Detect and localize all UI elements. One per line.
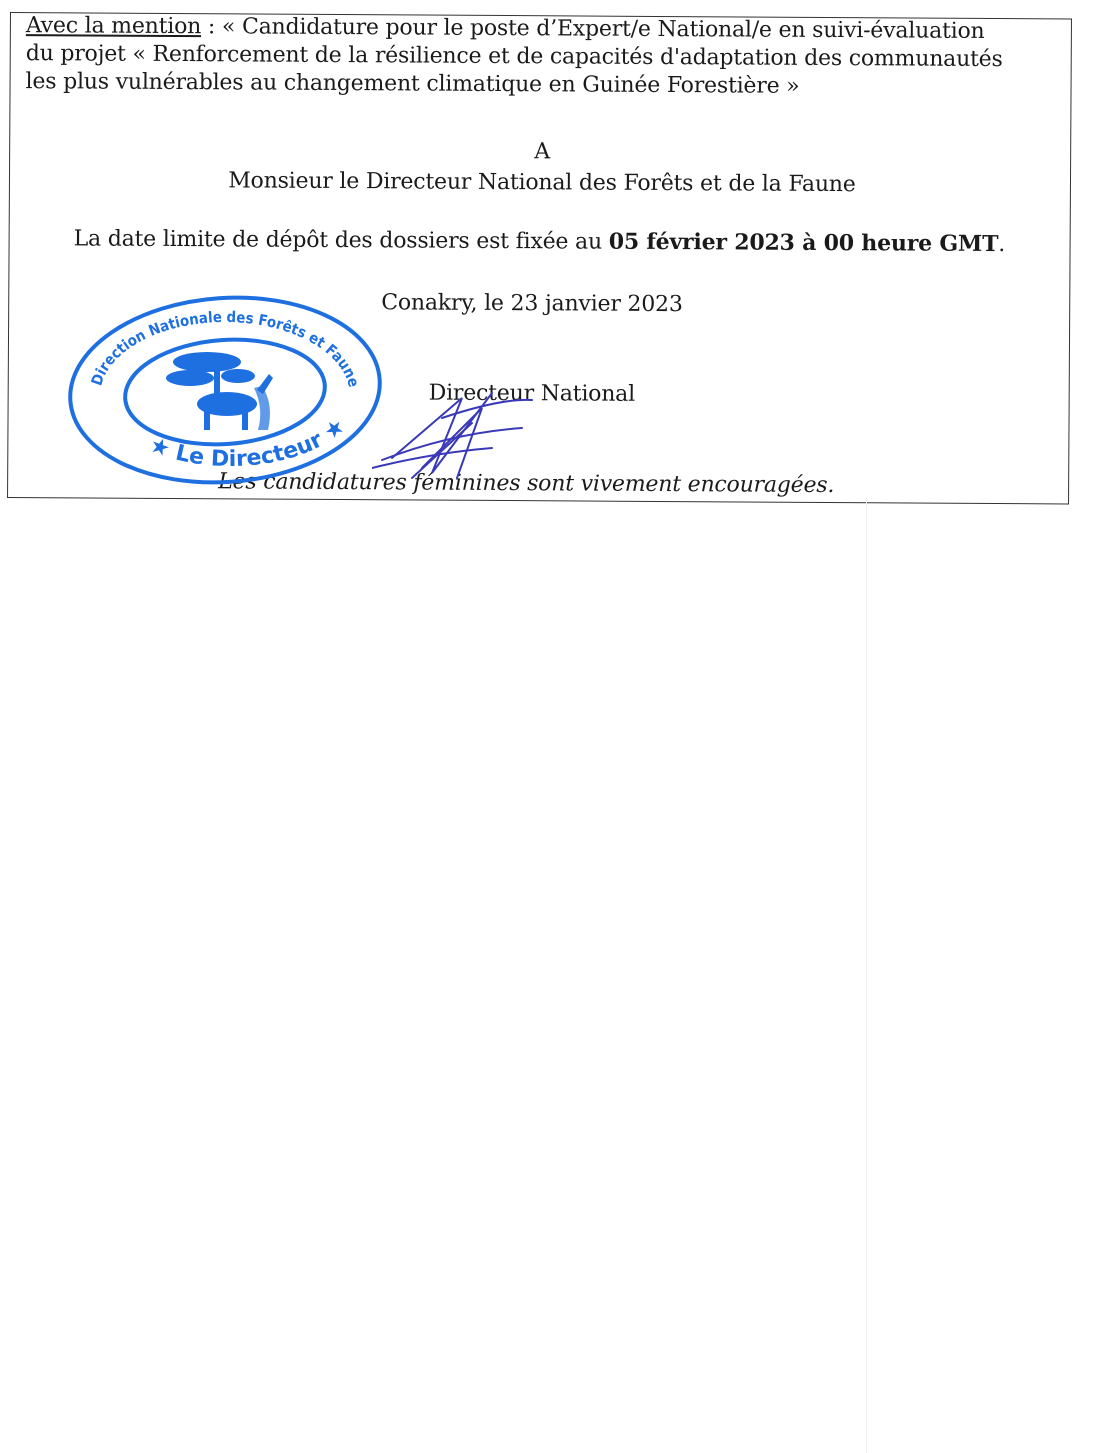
deadline-prefix: La date limite de dépôt des dossiers est fixée au xyxy=(73,226,609,255)
mention-label: Avec la mention xyxy=(25,13,202,40)
deadline xyxy=(74,225,1006,257)
stamp-top-text: Direction Nationale des Forêts et Faune xyxy=(87,307,364,391)
recipient: Monsieur le Directeur National des Forêts et de la Faune xyxy=(228,168,856,198)
mention-line-3: les plus vulnérables au changement climatique en Guinée Forestière » xyxy=(25,69,800,99)
footer-note: Les candidatures féminines sont vivement encouragées. xyxy=(218,469,835,499)
place-date: Conakry, le 23 janvier 2023 xyxy=(381,290,683,318)
official-stamp xyxy=(62,292,388,488)
mention-line-1 xyxy=(26,13,985,44)
signatory: Directeur National xyxy=(428,380,636,407)
to-label: A xyxy=(534,139,551,165)
tree-and-deer-emblem xyxy=(166,352,273,430)
deadline-value: 05 février 2023 à 00 heure GMT xyxy=(608,228,999,258)
mention-text: : « Candidature pour le poste d’Expert/e National/e en suivi-évaluation xyxy=(201,14,985,44)
scan-edge xyxy=(866,500,867,1453)
stamp-bottom-text: ★ Le Directeur ★ xyxy=(146,413,351,473)
handwritten-signature xyxy=(372,378,542,488)
deadline-suffix: . xyxy=(998,232,1006,258)
mention-line-2: du projet « Renforcement de la résilience et de capacités d'adaptation des communautés xyxy=(25,41,1003,73)
